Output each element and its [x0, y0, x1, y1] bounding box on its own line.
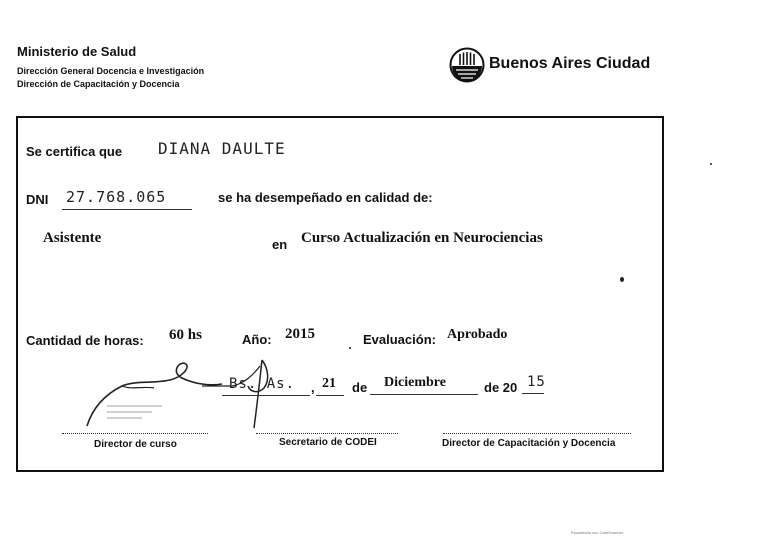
- direction-training-label: Dirección de Capacitación y Docencia: [17, 79, 180, 89]
- ink-speck: [710, 163, 712, 165]
- evaluation-value: Aprobado: [447, 327, 508, 342]
- month-value: Diciembre: [384, 375, 446, 390]
- date-comma: ,: [311, 380, 315, 395]
- secretary-label: Secretario de CODEI: [279, 437, 377, 448]
- scanner-watermark: Escaneado con CamScanner: [571, 530, 624, 535]
- dni-value: 27.768.065: [66, 188, 167, 206]
- signature-line-director-training: [443, 433, 631, 434]
- hours-label: Cantidad de horas:: [26, 333, 144, 348]
- year-value: 2015: [285, 326, 315, 342]
- hours-value: 60 hs: [169, 327, 202, 343]
- evaluation-label: Evaluación:: [363, 332, 436, 347]
- de-label-1: de: [352, 380, 368, 395]
- year-suffix-underline: [522, 393, 544, 394]
- direction-general-label: Dirección General Docencia e Investigación: [17, 66, 205, 76]
- certifies-label: Se certifica que: [26, 144, 123, 159]
- in-label: en: [272, 237, 288, 252]
- ink-speck: [349, 347, 351, 349]
- recipient-name: DIANA DAULTE: [158, 139, 286, 158]
- year-label: Año:: [242, 332, 272, 347]
- year-suffix: 15: [527, 374, 546, 390]
- month-underline: [370, 394, 478, 395]
- buenos-aires-ciudad-logo-icon: [449, 47, 485, 83]
- dni-label: DNI: [26, 192, 49, 207]
- place-value: Bs. As.: [229, 376, 296, 392]
- place-underline: [222, 395, 310, 396]
- director-training-label: Director de Capacitación y Docencia: [442, 438, 616, 449]
- de-label-2: de 20: [484, 380, 518, 395]
- dni-underline: [62, 209, 192, 210]
- brand-name: Buenos Aires Ciudad: [489, 55, 651, 72]
- day-underline: [316, 395, 344, 396]
- signature-line-secretary: [256, 433, 398, 434]
- ink-speck: [620, 277, 624, 282]
- role-value: Asistente: [43, 230, 102, 246]
- director-course-label: Director de curso: [94, 439, 177, 450]
- signature-line-director-course: [62, 433, 208, 434]
- course-name: Curso Actualización en Neurociencias: [301, 230, 543, 246]
- role-phrase: se ha desempeñado en calidad de:: [218, 190, 433, 205]
- day-value: 21: [322, 376, 336, 391]
- ministry-title: Ministerio de Salud: [17, 44, 137, 59]
